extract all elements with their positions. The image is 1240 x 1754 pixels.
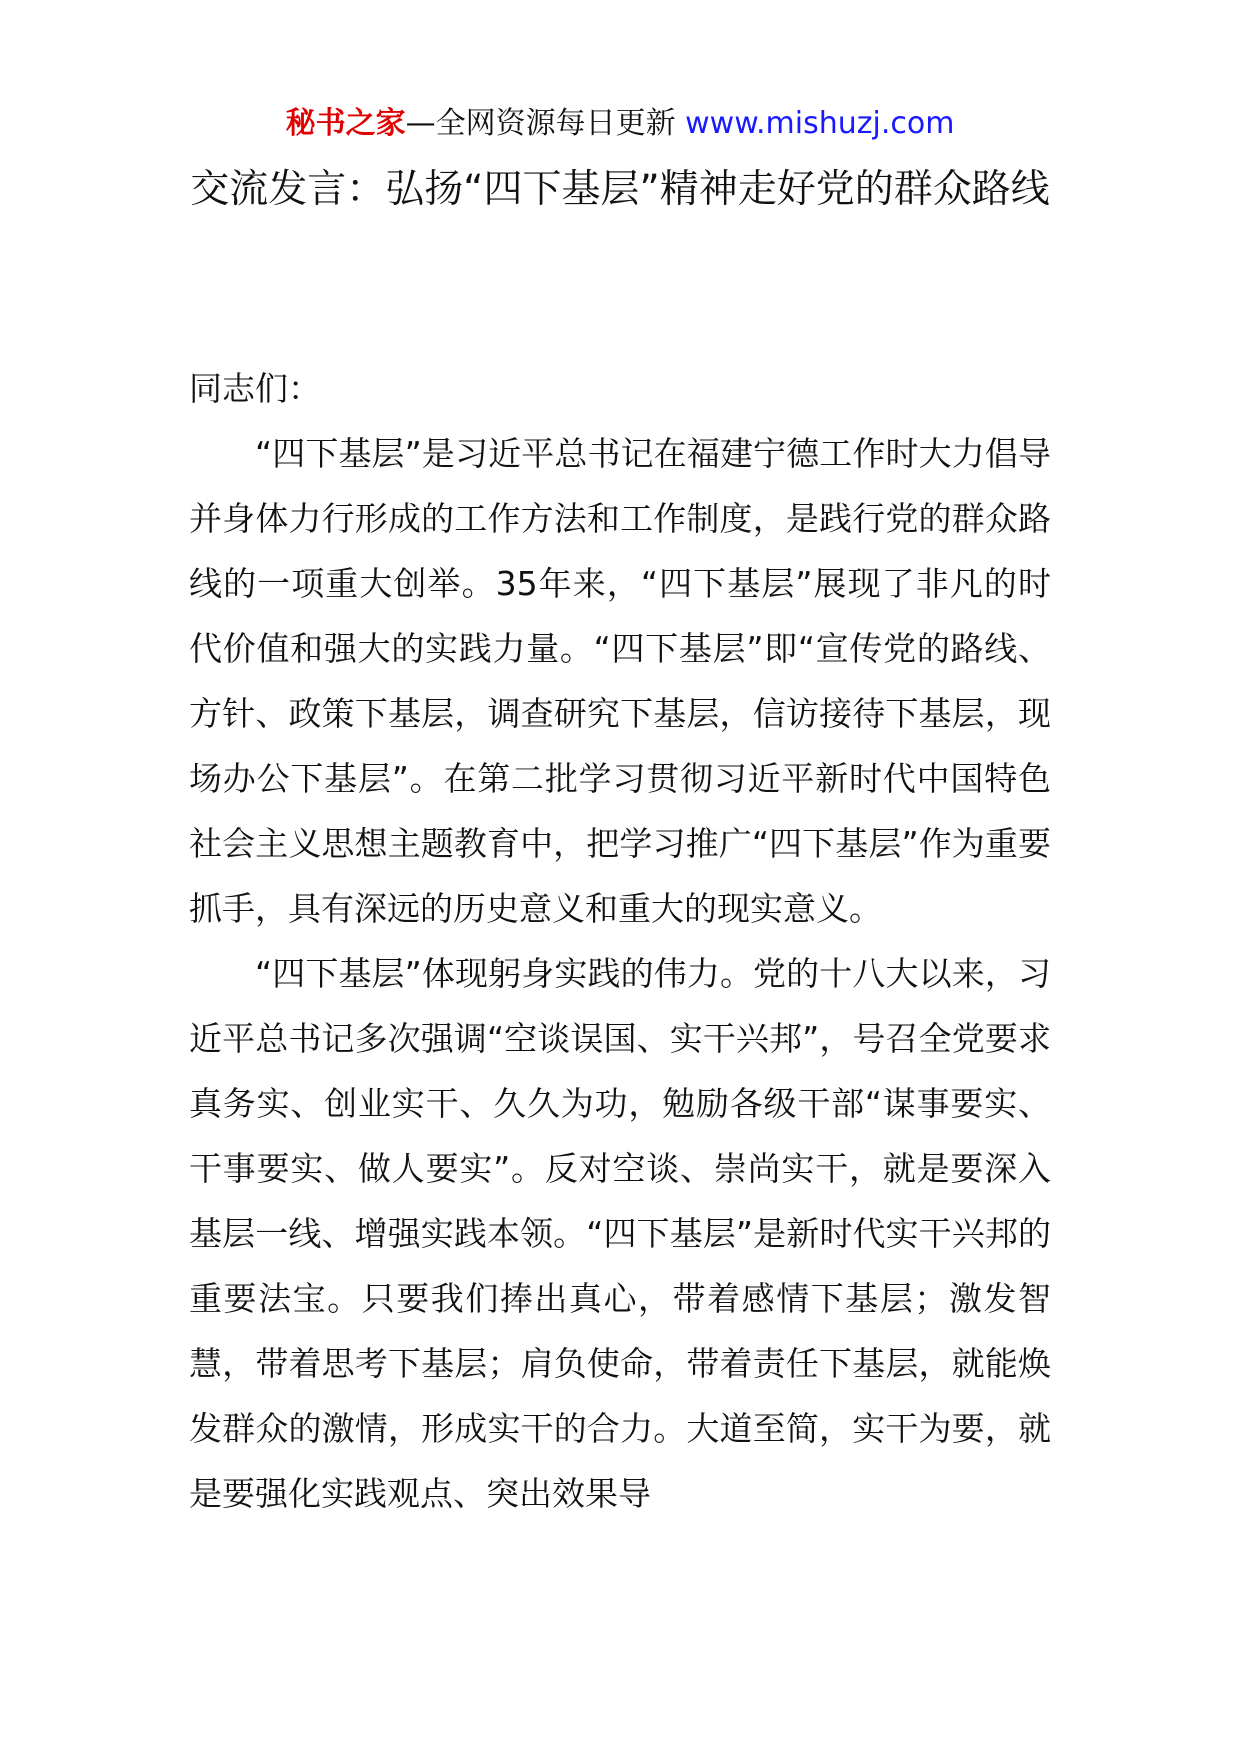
document-title: 交流发言：弘扬“四下基层”精神走好党的群众路线	[190, 167, 1050, 212]
paragraph: “四下基层”是习近平总书记在福建宁德工作时大力倡导并身体力行形成的工作方法和工作制度，是践行党的群众路线的一项重大创举。35年来，“四下基层”展现了非凡的时代价值和强大的实践力量。“四下基层”即“宣传党的路线、方针、政策下基层，调查研究下基层，信访接待下基层，现场办公下基层”。在第二批学习贯彻习近平新时代中国特色社会主义思想主题教育中，把学习推广“四下基层”作为重要抓手，具有深远的历史意义和重大的现实意义。	[189, 434, 1051, 928]
site-header	[0, 100, 1240, 148]
site-url-link[interactable]: www.mishuzj.com	[685, 106, 955, 141]
salutation: 同志们：	[189, 369, 321, 408]
paragraph: “四下基层”体现躬身实践的伟力。党的十八大以来，习近平总书记多次强调“空谈误国、实干兴邦”，号召全党要求真务实、创业实干、久久为功，勉励各级干部“谋事要实、干事要实、做人要实”。反对空谈、崇尚实干，就是要深入基层一线、增强实践本领。“四下基层”是新时代实干兴邦的重要法宝。只要我们捧出真心，带着感情下基层；激发智慧，带着思考下基层；肩负使命，带着责任下基层，就能焕发群众的激情，形成实干的合力。大道至简，实干为要，就是要强化实践观点、突出效果导	[189, 954, 1051, 1513]
brand-name: 秘书之家	[285, 106, 406, 141]
document-body	[189, 356, 1051, 1526]
header-slogan: —全网资源每日更新	[405, 106, 676, 141]
